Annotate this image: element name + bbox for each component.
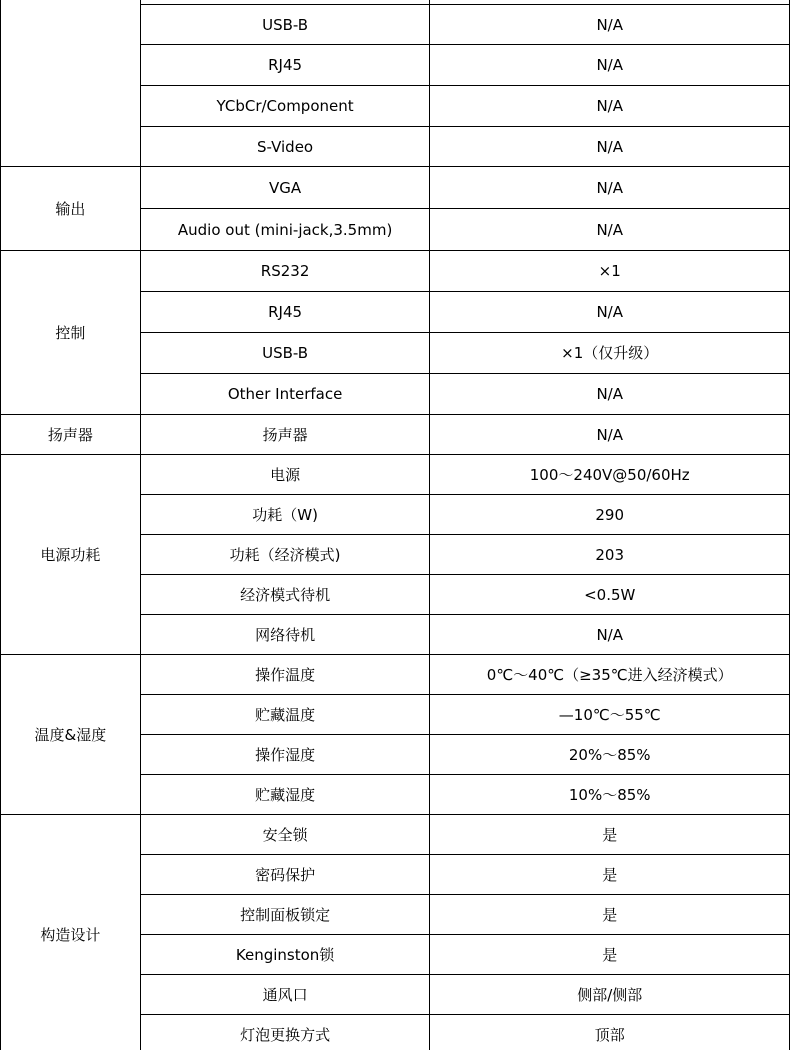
value-cell: <0.5W <box>430 575 790 615</box>
table-row <box>1 455 790 495</box>
item-cell: 网络待机 <box>140 615 430 655</box>
value-cell: N/A <box>430 209 790 251</box>
item-cell: 控制面板锁定 <box>140 895 430 935</box>
value-cell: 203 <box>430 535 790 575</box>
category-cell: 输出 <box>1 167 141 251</box>
item-cell: 功耗（W) <box>140 495 430 535</box>
item-cell: 密码保护 <box>140 855 430 895</box>
item-cell: 扬声器 <box>140 415 430 455</box>
value-cell: N/A <box>430 374 790 415</box>
item-cell: S-Video <box>140 127 430 167</box>
item-cell: 功耗（经济模式) <box>140 535 430 575</box>
category-cell <box>1 0 141 167</box>
item-cell: 经济模式待机 <box>140 575 430 615</box>
spec-table-body <box>1 0 790 1050</box>
value-cell: ×1 <box>430 251 790 292</box>
value-cell: 290 <box>430 495 790 535</box>
table-row <box>1 251 790 292</box>
item-cell: RS232 <box>140 251 430 292</box>
item-cell: Kenginston锁 <box>140 935 430 975</box>
value-cell: N/A <box>430 5 790 45</box>
value-cell: 是 <box>430 895 790 935</box>
item-cell: VGA <box>140 167 430 209</box>
item-cell: 操作湿度 <box>140 735 430 775</box>
value-cell: N/A <box>430 167 790 209</box>
value-cell: N/A <box>430 127 790 167</box>
value-cell: 顶部 <box>430 1015 790 1050</box>
value-cell: 是 <box>430 935 790 975</box>
category-cell: 控制 <box>1 251 141 415</box>
category-cell: 电源功耗 <box>1 455 141 655</box>
table-row <box>1 415 790 455</box>
item-cell: 贮藏温度 <box>140 695 430 735</box>
value-cell: 20%～85% <box>430 735 790 775</box>
value-cell: N/A <box>430 415 790 455</box>
value-cell: 0℃～40℃（≥35℃进入经济模式） <box>430 655 790 695</box>
value-cell: N/A <box>430 292 790 333</box>
value-cell: 10%～85% <box>430 775 790 815</box>
item-cell: 操作温度 <box>140 655 430 695</box>
item-cell: USB-B <box>140 333 430 374</box>
value-cell: 侧部/侧部 <box>430 975 790 1015</box>
item-cell: RJ45 <box>140 45 430 86</box>
item-cell: Other Interface <box>140 374 430 415</box>
item-cell: 电源 <box>140 455 430 495</box>
value-cell: 是 <box>430 855 790 895</box>
item-cell: 安全锁 <box>140 815 430 855</box>
value-cell: N/A <box>430 615 790 655</box>
value-cell: N/A <box>430 86 790 127</box>
value-cell: 是 <box>430 815 790 855</box>
item-cell: 灯泡更换方式 <box>140 1015 430 1050</box>
category-cell: 构造设计 <box>1 815 141 1050</box>
category-cell: 温度&湿度 <box>1 655 141 815</box>
table-row <box>1 655 790 695</box>
table-row <box>1 167 790 209</box>
table-row <box>1 815 790 855</box>
value-cell: N/A <box>430 45 790 86</box>
item-cell: 通风口 <box>140 975 430 1015</box>
value-cell: 100～240V@50/60Hz <box>430 455 790 495</box>
category-cell: 扬声器 <box>1 415 141 455</box>
value-cell: —10℃～55℃ <box>430 695 790 735</box>
value-cell: ×1（仅升级） <box>430 333 790 374</box>
item-cell: Audio out (mini-jack,3.5mm) <box>140 209 430 251</box>
item-cell: RJ45 <box>140 292 430 333</box>
item-cell: YCbCr/Component <box>140 86 430 127</box>
item-cell: 贮藏湿度 <box>140 775 430 815</box>
item-cell: USB-B <box>140 5 430 45</box>
